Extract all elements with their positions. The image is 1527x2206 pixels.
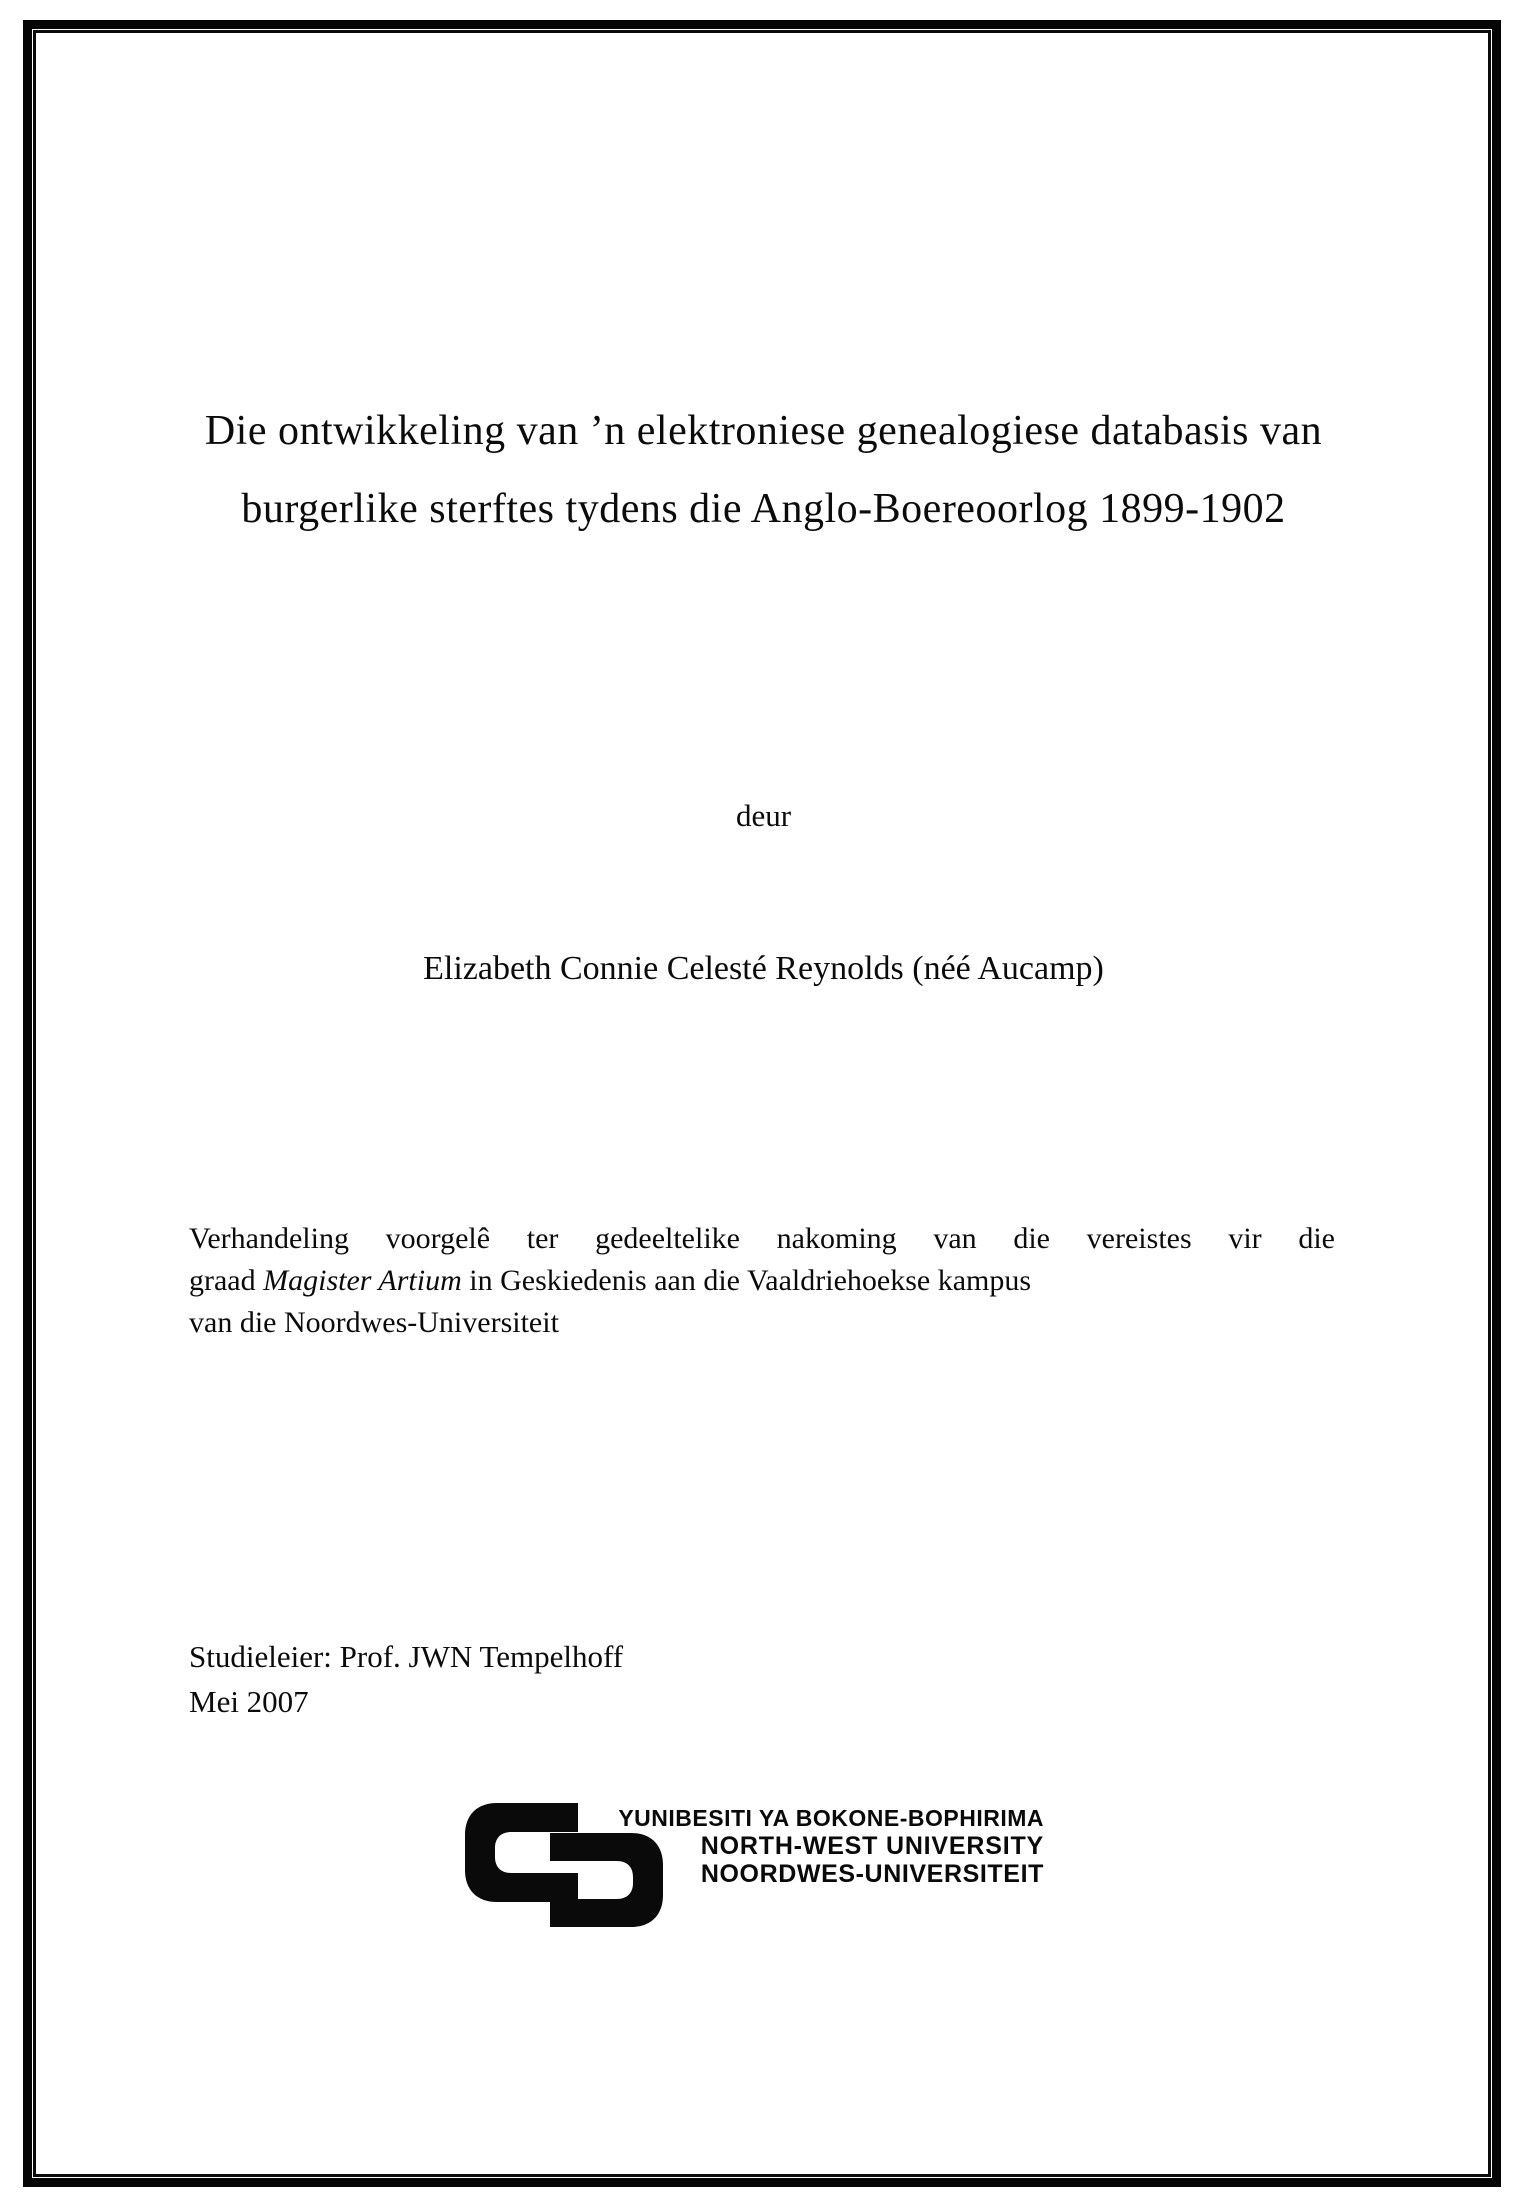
supervisor-line: Studieleier: Prof. JWN Tempelhoff: [189, 1639, 624, 1674]
degree-statement-line-2: [189, 1260, 1335, 1302]
supervisor-block: [189, 1634, 623, 1724]
date-line: Mei 2007: [189, 1684, 309, 1719]
wordmark-setswana: YUNIBESITI YA BOKONE-BOPHIRIMA: [618, 1805, 1044, 1831]
wordmark-afrikaans: NOORDWES-UNIVERSITEIT: [700, 1860, 1044, 1888]
university-wordmark: [588, 1804, 1044, 1888]
degree-statement-line-1: Verhandeling voorgelê ter gedeeltelike nakoming van die vereistes vir die: [189, 1222, 1335, 1255]
thesis-title: [0, 392, 1527, 548]
degree-statement-line-2-prefix: graad: [189, 1264, 264, 1297]
thesis-title-line-2: burgerlike sterftes tydens die Anglo-Boereoorlog 1899-1902: [241, 486, 1286, 532]
author-name: Elizabeth Connie Celesté Reynolds (néé Aucamp): [423, 950, 1104, 987]
degree-statement-line-3: van die Noordwes-Universiteit: [189, 1306, 559, 1339]
degree-name-italic: Magister Artium: [263, 1264, 462, 1297]
wordmark-english: NORTH-WEST UNIVERSITY: [700, 1832, 1044, 1860]
degree-statement: [189, 1218, 1335, 1344]
thesis-title-line-1: Die ontwikkeling van ’n elektroniese genealogiese databasis van: [204, 408, 1323, 454]
byline-label: deur: [735, 798, 792, 833]
degree-statement-line-2-suffix: in Geskiedenis aan die Vaaldriehoekse kampus: [461, 1264, 1032, 1297]
